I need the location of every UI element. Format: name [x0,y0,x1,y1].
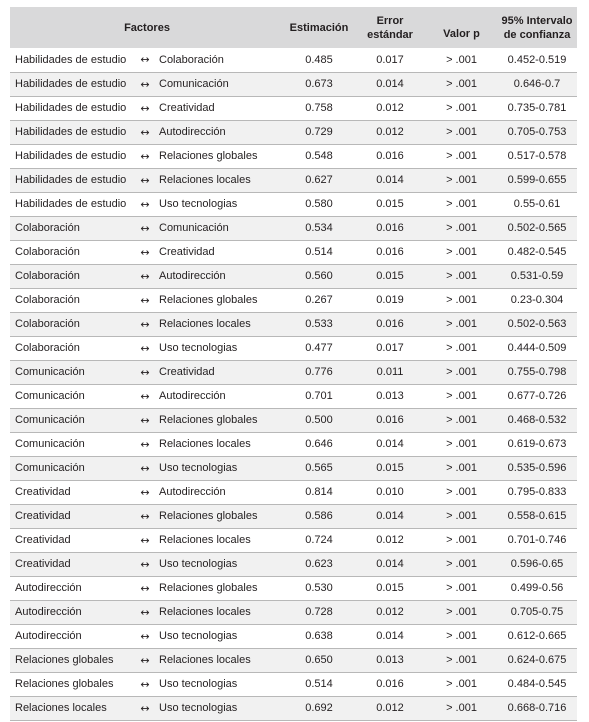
estimacion-cell: 0.724 [284,528,354,552]
valor-p-cell: > .001 [426,360,497,384]
intervalo-confianza-cell: 0.23-0.304 [497,288,577,312]
error-estandar-cell: 0.012 [354,120,426,144]
error-estandar-cell: 0.012 [354,96,426,120]
header-error-estandar [354,7,426,48]
table-row [10,648,577,672]
intervalo-confianza-cell: 0.677-0.726 [497,384,577,408]
table-row [10,408,577,432]
table-row [10,288,577,312]
factor-1-cell: Creatividad [10,528,131,552]
bidirectional-arrow-icon: ↔ [131,432,159,456]
intervalo-confianza-cell: 0.558-0.615 [497,504,577,528]
intervalo-confianza-cell: 0.599-0.655 [497,168,577,192]
factor-1-cell: Habilidades de estudio [10,48,131,72]
factor-2-cell: Relaciones locales [159,168,284,192]
bidirectional-arrow-icon: ↔ [131,552,159,576]
factor-2-cell: Relaciones locales [159,600,284,624]
header-error-line2: estándar [367,28,413,41]
factor-2-cell: Uso tecnologias [159,456,284,480]
error-estandar-cell: 0.013 [354,648,426,672]
estimacion-cell: 0.514 [284,240,354,264]
error-estandar-cell: 0.017 [354,336,426,360]
error-estandar-cell: 0.016 [354,672,426,696]
bidirectional-arrow-icon: ↔ [131,312,159,336]
error-estandar-cell: 0.014 [354,168,426,192]
factor-1-cell: Creatividad [10,480,131,504]
estimacion-cell: 0.758 [284,96,354,120]
table-row [10,240,577,264]
header-factores: Factores [124,21,170,34]
estimacion-cell: 0.586 [284,504,354,528]
bidirectional-arrow-icon: ↔ [131,672,159,696]
error-estandar-cell: 0.019 [354,288,426,312]
bidirectional-arrow-icon: ↔ [131,648,159,672]
estimacion-cell: 0.814 [284,480,354,504]
table-row [10,192,577,216]
factor-1-cell: Colaboración [10,264,131,288]
intervalo-confianza-cell: 0.484-0.545 [497,672,577,696]
table-row [10,384,577,408]
intervalo-confianza-cell: 0.499-0.56 [497,576,577,600]
estimacion-cell: 0.728 [284,600,354,624]
valor-p-cell: > .001 [426,624,497,648]
table-row [10,504,577,528]
factor-2-cell: Colaboración [159,48,284,72]
factor-2-cell: Relaciones globales [159,576,284,600]
intervalo-confianza-cell: 0.531-0.59 [497,264,577,288]
table-row [10,312,577,336]
intervalo-confianza-cell: 0.646-0.7 [497,72,577,96]
intervalo-confianza-cell: 0.452-0.519 [497,48,577,72]
error-estandar-cell: 0.015 [354,576,426,600]
valor-p-cell: > .001 [426,672,497,696]
bidirectional-arrow-icon: ↔ [131,96,159,120]
factor-2-cell: Creatividad [159,240,284,264]
intervalo-confianza-cell: 0.468-0.532 [497,408,577,432]
table-row [10,72,577,96]
valor-p-cell: > .001 [426,96,497,120]
factor-1-cell: Colaboración [10,288,131,312]
factor-2-cell: Uso tecnologias [159,696,284,720]
intervalo-confianza-cell: 0.502-0.563 [497,312,577,336]
estimacion-cell: 0.623 [284,552,354,576]
error-estandar-cell: 0.014 [354,72,426,96]
bidirectional-arrow-icon: ↔ [131,384,159,408]
factor-1-cell: Autodirección [10,600,131,624]
factor-2-cell: Creatividad [159,96,284,120]
estimacion-cell: 0.530 [284,576,354,600]
factor-1-cell: Autodirección [10,624,131,648]
error-estandar-cell: 0.016 [354,408,426,432]
factor-2-cell: Uso tecnologias [159,192,284,216]
bidirectional-arrow-icon: ↔ [131,696,159,720]
valor-p-cell: > .001 [426,120,497,144]
error-estandar-cell: 0.017 [354,48,426,72]
estimacion-cell: 0.534 [284,216,354,240]
factor-1-cell: Comunicación [10,456,131,480]
factor-2-cell: Relaciones globales [159,288,284,312]
valor-p-cell: > .001 [426,144,497,168]
intervalo-confianza-cell: 0.668-0.716 [497,696,577,720]
table-row [10,552,577,576]
error-estandar-cell: 0.012 [354,528,426,552]
factor-1-cell: Habilidades de estudio [10,96,131,120]
bidirectional-arrow-icon: ↔ [131,120,159,144]
estimacion-cell: 0.500 [284,408,354,432]
bidirectional-arrow-icon: ↔ [131,408,159,432]
error-estandar-cell: 0.014 [354,432,426,456]
table-row [10,576,577,600]
bidirectional-arrow-icon: ↔ [131,528,159,552]
factor-2-cell: Uso tecnologias [159,552,284,576]
factor-1-cell: Habilidades de estudio [10,120,131,144]
valor-p-cell: > .001 [426,576,497,600]
table-row [10,624,577,648]
table-row [10,360,577,384]
error-estandar-cell: 0.016 [354,240,426,264]
error-estandar-cell: 0.012 [354,600,426,624]
estimacion-cell: 0.477 [284,336,354,360]
header-estimacion: Estimación [289,21,349,34]
header-row [10,7,577,48]
estimacion-cell: 0.646 [284,432,354,456]
factor-2-cell: Relaciones locales [159,648,284,672]
intervalo-confianza-cell: 0.795-0.833 [497,480,577,504]
factor-1-cell: Colaboración [10,336,131,360]
bidirectional-arrow-icon: ↔ [131,336,159,360]
bidirectional-arrow-icon: ↔ [131,456,159,480]
factor-1-cell: Comunicación [10,408,131,432]
valor-p-cell: > .001 [426,192,497,216]
intervalo-confianza-cell: 0.735-0.781 [497,96,577,120]
factor-1-cell: Comunicación [10,432,131,456]
header-intervalo-confianza [497,7,577,48]
header-valor-p: Valor p [443,27,480,40]
table-row [10,696,577,720]
intervalo-confianza-cell: 0.444-0.509 [497,336,577,360]
valor-p-cell: > .001 [426,168,497,192]
valor-p-cell: > .001 [426,432,497,456]
factor-2-cell: Autodirección [159,384,284,408]
factor-2-cell: Relaciones globales [159,144,284,168]
error-estandar-cell: 0.016 [354,144,426,168]
factor-2-cell: Comunicación [159,216,284,240]
factor-1-cell: Habilidades de estudio [10,168,131,192]
bidirectional-arrow-icon: ↔ [131,480,159,504]
valor-p-cell: > .001 [426,408,497,432]
bidirectional-arrow-icon: ↔ [131,240,159,264]
bidirectional-arrow-icon: ↔ [131,288,159,312]
estimacion-cell: 0.548 [284,144,354,168]
bidirectional-arrow-icon: ↔ [131,144,159,168]
estimacion-cell: 0.565 [284,456,354,480]
error-estandar-cell: 0.016 [354,312,426,336]
header-ci-line1: 95% Intervalo [501,14,573,27]
valor-p-cell: > .001 [426,552,497,576]
table-row [10,144,577,168]
bidirectional-arrow-icon: ↔ [131,72,159,96]
factor-1-cell: Colaboración [10,216,131,240]
table-row [10,168,577,192]
error-estandar-cell: 0.014 [354,552,426,576]
estimacion-cell: 0.580 [284,192,354,216]
factor-2-cell: Autodirección [159,264,284,288]
intervalo-confianza-cell: 0.701-0.746 [497,528,577,552]
factor-1-cell: Habilidades de estudio [10,144,131,168]
valor-p-cell: > .001 [426,72,497,96]
factor-2-cell: Uso tecnologias [159,624,284,648]
table-row [10,48,577,72]
intervalo-confianza-cell: 0.535-0.596 [497,456,577,480]
bidirectional-arrow-icon: ↔ [131,576,159,600]
valor-p-cell: > .001 [426,312,497,336]
factor-2-cell: Relaciones globales [159,504,284,528]
valor-p-cell: > .001 [426,504,497,528]
factor-2-cell: Uso tecnologias [159,672,284,696]
factor-1-cell: Habilidades de estudio [10,72,131,96]
factor-2-cell: Relaciones locales [159,432,284,456]
error-estandar-cell: 0.015 [354,456,426,480]
intervalo-confianza-cell: 0.596-0.65 [497,552,577,576]
valor-p-cell: > .001 [426,336,497,360]
valor-p-cell: > .001 [426,384,497,408]
estimacion-cell: 0.638 [284,624,354,648]
table-row [10,336,577,360]
table-row [10,456,577,480]
factor-1-cell: Comunicación [10,384,131,408]
table-body [10,48,577,720]
estimacion-cell: 0.692 [284,696,354,720]
intervalo-confianza-cell: 0.705-0.753 [497,120,577,144]
intervalo-confianza-cell: 0.755-0.798 [497,360,577,384]
valor-p-cell: > .001 [426,480,497,504]
valor-p-cell: > .001 [426,264,497,288]
bidirectional-arrow-icon: ↔ [131,48,159,72]
table-header [10,7,577,48]
table-row [10,216,577,240]
error-estandar-cell: 0.010 [354,480,426,504]
valor-p-cell: > .001 [426,696,497,720]
table-row [10,264,577,288]
intervalo-confianza-cell: 0.612-0.665 [497,624,577,648]
intervalo-confianza-cell: 0.624-0.675 [497,648,577,672]
intervalo-confianza-cell: 0.502-0.565 [497,216,577,240]
estimacion-cell: 0.729 [284,120,354,144]
factor-2-cell: Relaciones locales [159,528,284,552]
bidirectional-arrow-icon: ↔ [131,360,159,384]
valor-p-cell: > .001 [426,528,497,552]
valor-p-cell: > .001 [426,288,497,312]
table-row [10,480,577,504]
factor-2-cell: Uso tecnologias [159,336,284,360]
valor-p-cell: > .001 [426,648,497,672]
table-row [10,672,577,696]
valor-p-cell: > .001 [426,600,497,624]
bidirectional-arrow-icon: ↔ [131,600,159,624]
factor-1-cell: Relaciones globales [10,672,131,696]
bidirectional-arrow-icon: ↔ [131,168,159,192]
header-error-line1: Error [376,14,404,27]
valor-p-cell: > .001 [426,240,497,264]
header-ci-line2: de confianza [503,28,571,41]
estimacion-cell: 0.485 [284,48,354,72]
table-row [10,96,577,120]
bidirectional-arrow-icon: ↔ [131,216,159,240]
factor-2-cell: Creatividad [159,360,284,384]
factor-correlation-table [10,7,577,721]
bidirectional-arrow-icon: ↔ [131,192,159,216]
estimacion-cell: 0.701 [284,384,354,408]
error-estandar-cell: 0.016 [354,216,426,240]
factor-2-cell: Autodirección [159,480,284,504]
factor-1-cell: Creatividad [10,552,131,576]
valor-p-cell: > .001 [426,48,497,72]
factor-2-cell: Comunicación [159,72,284,96]
valor-p-cell: > .001 [426,216,497,240]
valor-p-cell: > .001 [426,456,497,480]
factor-1-cell: Creatividad [10,504,131,528]
factor-2-cell: Autodirección [159,120,284,144]
intervalo-confianza-cell: 0.517-0.578 [497,144,577,168]
estimacion-cell: 0.627 [284,168,354,192]
table-row [10,528,577,552]
intervalo-confianza-cell: 0.619-0.673 [497,432,577,456]
intervalo-confianza-cell: 0.705-0.75 [497,600,577,624]
factor-1-cell: Autodirección [10,576,131,600]
error-estandar-cell: 0.015 [354,192,426,216]
bidirectional-arrow-icon: ↔ [131,264,159,288]
factor-1-cell: Colaboración [10,312,131,336]
table-row [10,120,577,144]
factor-1-cell: Relaciones locales [10,696,131,720]
intervalo-confianza-cell: 0.55-0.61 [497,192,577,216]
factor-1-cell: Comunicación [10,360,131,384]
estimacion-cell: 0.267 [284,288,354,312]
table-row [10,432,577,456]
estimacion-cell: 0.650 [284,648,354,672]
table-row [10,600,577,624]
factor-1-cell: Colaboración [10,240,131,264]
estimacion-cell: 0.560 [284,264,354,288]
estimacion-cell: 0.533 [284,312,354,336]
intervalo-confianza-cell: 0.482-0.545 [497,240,577,264]
factor-2-cell: Relaciones locales [159,312,284,336]
bidirectional-arrow-icon: ↔ [131,504,159,528]
error-estandar-cell: 0.014 [354,624,426,648]
factor-1-cell: Relaciones globales [10,648,131,672]
factor-2-cell: Relaciones globales [159,408,284,432]
factor-1-cell: Habilidades de estudio [10,192,131,216]
error-estandar-cell: 0.013 [354,384,426,408]
error-estandar-cell: 0.015 [354,264,426,288]
correlation-table-container [10,7,577,721]
error-estandar-cell: 0.014 [354,504,426,528]
estimacion-cell: 0.514 [284,672,354,696]
error-estandar-cell: 0.012 [354,696,426,720]
estimacion-cell: 0.776 [284,360,354,384]
bidirectional-arrow-icon: ↔ [131,624,159,648]
estimacion-cell: 0.673 [284,72,354,96]
error-estandar-cell: 0.011 [354,360,426,384]
